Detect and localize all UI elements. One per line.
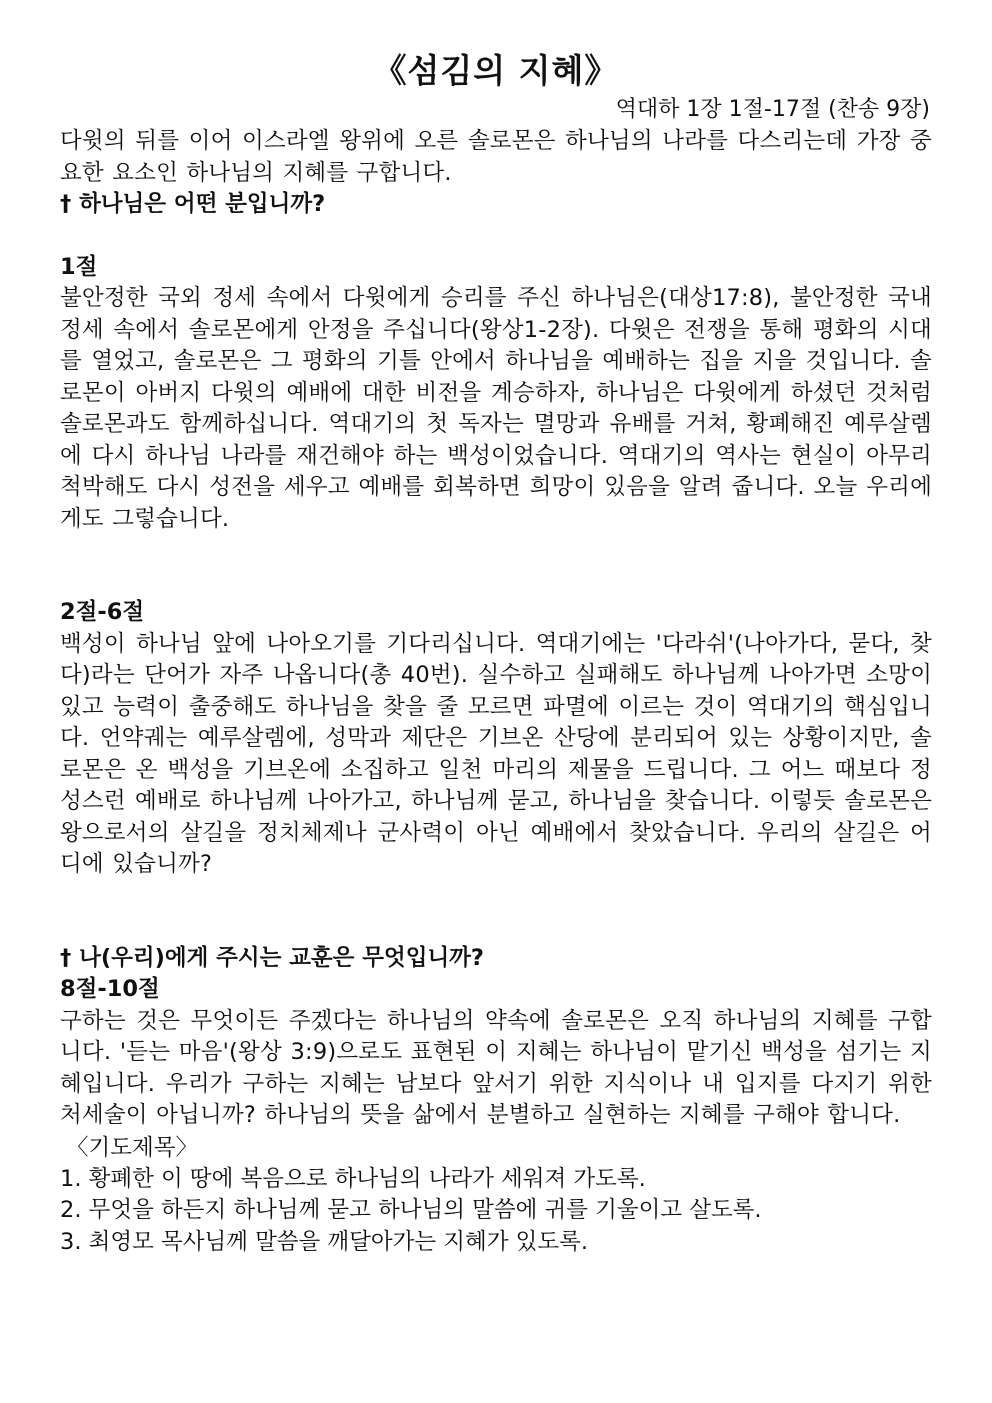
verse-paragraph-2-6: 백성이 하나님 앞에 나아오기를 기다리십니다. 역대기에는 '다라쉬'(나아가다, 묻다, 찾다)라는 단어가 자주 나옵니다(총 40번). 실수하고 실패해도 하나님께 나아가면 소망이 있고 능력이 출중해도 하나님을 찾을 줄 모르면 파멸에 이르는 것이 역대기의 핵심입니다. 언약궤는 예루살렘에, 성막과 제단은 기브온 산당에 분리되어 있는 상황이지만, 솔로몬은 온 백성을 기브온에 소집하고 일천 마리의 제물을 드립니다. 그 어느 때보다 정성스런 예배로 하나님께 나아가고, 하나님께 묻고, 하나님을 찾습니다. 이렇듯 솔로몬은 왕으로서의 살길을 정치체제나 군사력이 아닌 예배에서 찾았습니다. 우리의 살길은 어디에 있습니까? (60, 630, 932, 877)
section-heading-lesson: † 나(우리)에게 주시는 교훈은 무엇입니까? (60, 944, 484, 971)
prayer-title: 〈기도제목〉 (66, 1134, 198, 1161)
intro-paragraph: 다윗의 뒤를 이어 이스라엘 왕위에 오른 솔로몬은 하나님의 나라를 다스리는데 가장 중요한 요소인 하나님의 지혜를 구합니다. (60, 128, 932, 186)
verse-label-1: 1절 (60, 253, 98, 280)
prayer-item: 2. 무엇을 하든지 하나님께 묻고 하나님의 말씀에 귀를 기울이고 살도록. (60, 1197, 762, 1223)
prayer-item: 1. 황폐한 이 땅에 복음으로 하나님의 나라가 세워져 가도록. (60, 1165, 646, 1192)
prayer-list (60, 1164, 932, 1259)
prayer-item: 3. 최영모 목사님께 말씀을 깨달아가는 지혜가 있도록. (60, 1228, 588, 1255)
verse-label-2-6: 2절-6절 (60, 599, 145, 625)
document-page (60, 48, 932, 1258)
verse-paragraph-1: 불안정한 국외 정세 속에서 다윗에게 승리를 주신 하나님은(대상17:8), 불안정한 국내 정세 속에서 솔로몬에게 안정을 주십니다(왕상1-2장). 다윗은 전쟁을 통해 평화의 시대를 열었고, 솔로몬은 그 평화의 기틀 안에서 하나님을 예배하는 집을 지을 것입니다. 솔로몬이 아버지 다윗의 예배에 대한 비전을 계승하자, 하나님은 다윗에게 하셨던 것처럼 솔로몬과도 함께하십니다. 역대기의 첫 독자는 멸망과 유배를 거쳐, 황폐해진 예루살렘에 다시 하나님 나라를 재건해야 하는 백성이었습니다. 역대기의 역사는 현실이 아무리 척박해도 다시 성전을 세우고 예배를 회복하면 희망이 있음을 알려 줍니다. 오늘 우리에게도 그렇습니다. (60, 285, 932, 532)
verse-paragraph-8-10: 구하는 것은 무엇이든 주겠다는 하나님의 약속에 솔로몬은 오직 하나님의 지혜를 구합니다. '듣는 마음'(왕상 3:9)으로도 표현된 이 지혜는 하나님이 맡기신 백성을 섬기는 지혜입니다. 우리가 구하는 지혜는 남보다 앞서기 위한 지식이나 내 입지를 다지기 위한 처세술이 아닙니까? 하나님의 뜻을 삶에서 분별하고 실현하는 지혜를 구해야 합니다. (60, 1007, 932, 1128)
document-title: 《섬김의 지혜》 (373, 51, 619, 90)
scripture-reference: 역대하 1장 1절-17절 (찬송 9장) (615, 97, 930, 122)
section-heading-who-is-god: † 하나님은 어떤 분입니까? (60, 191, 326, 217)
verse-label-8-10: 8절-10절 (60, 976, 160, 1002)
